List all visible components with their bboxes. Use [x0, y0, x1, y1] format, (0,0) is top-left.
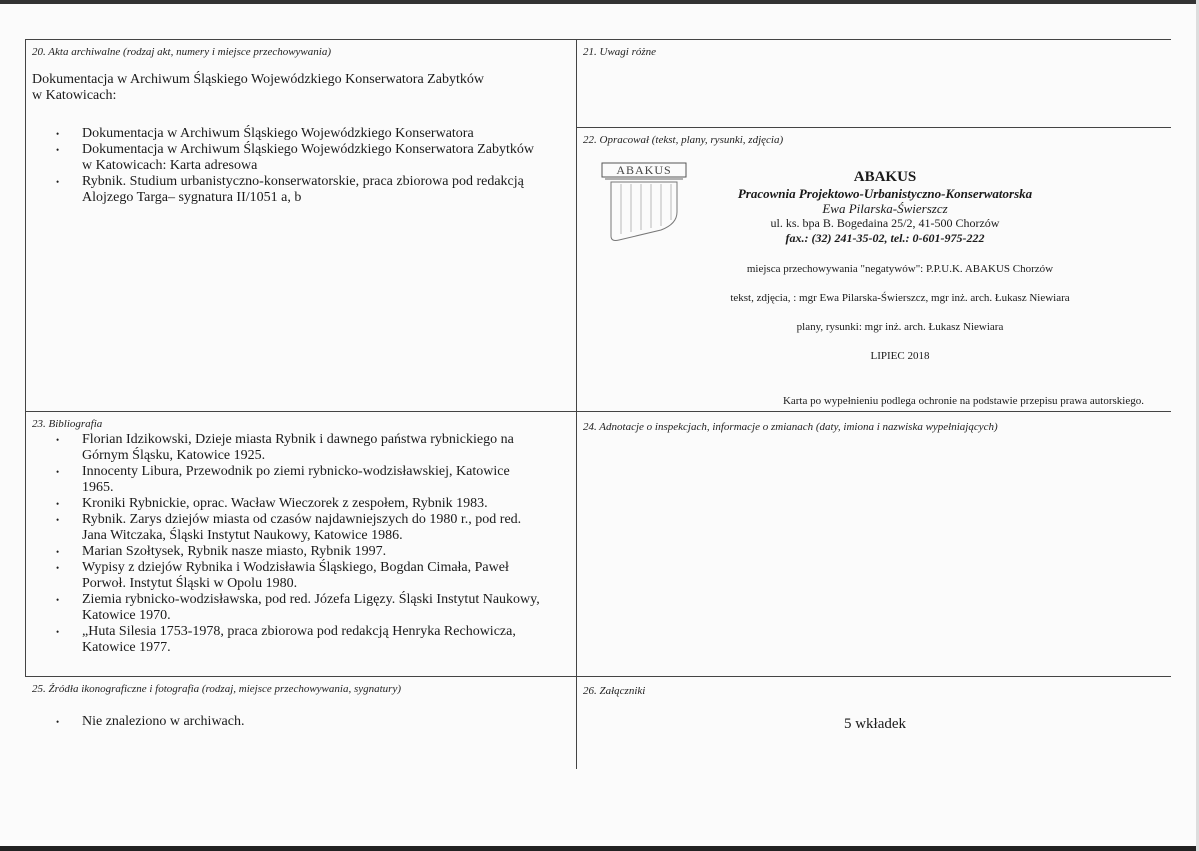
grid-line-center — [576, 39, 577, 769]
section-20-label: 20. Akta archiwalne (rodzaj akt, numery i miejsce przechowywania) — [32, 46, 331, 58]
section-bibliography — [32, 417, 572, 673]
date-line: LIPIEC 2018 — [870, 350, 930, 362]
grid-line-mid — [25, 411, 1171, 412]
grid-line-21-22 — [577, 127, 1171, 128]
section-20-intro-line2: w Katowicach: — [32, 88, 117, 103]
abakus-logo — [601, 162, 687, 246]
list-item: • Florian Idzikowski, Dzieje miasta Rybnik i dawnego państwa rybnickiego na Górnym Śląsku, Katowice 1925. — [30, 432, 572, 464]
company-contact: fax.: (32) 241-35-02, tel.: 0-601-975-222 — [785, 231, 985, 245]
plans-line: plany, rysunki: mgr inż. arch. Łukasz Niewiara — [796, 321, 1004, 333]
section-20-intro-line1: Dokumentacja w Archiwum Śląskiego Wojewódzkiego Konserwatora Zabytków — [32, 72, 484, 87]
attachments-count: 5 wkładek — [843, 716, 907, 732]
company-block — [700, 168, 1070, 246]
list-item: • Rybnik. Zarys dziejów miasta od czasów najdawniejszych do 1980 r., pod red. Jana Witczaka, Śląski Instytut Naukowy, Katowice 1986. — [30, 512, 572, 544]
section-archival-records — [32, 45, 572, 405]
section-23-label: 23. Bibliografia — [32, 418, 103, 430]
grid-line-left — [25, 39, 26, 677]
list-item: • Ziemia rybnicko-wodzisławska, pod red. Józefa Ligęzy. Śląski Instytut Naukowy, Katowice 1970. — [30, 592, 572, 624]
list-item: • Rybnik. Studium urbanistyczno-konserwatorskie, praca zbiorowa pod redakcją Alojzego Targa– sygnatura II/1051 a, b — [30, 174, 572, 206]
list-item: • Innocenty Libura, Przewodnik po ziemi rybnicko-wodzisławskiej, Katowice 1965. — [30, 464, 572, 496]
iconographic-list — [30, 714, 572, 730]
company-name: ABAKUS — [853, 169, 917, 185]
negatives-location: miejsca przechowywania "negatywów": P.P.U.K. ABAKUS Chorzów — [746, 263, 1054, 275]
section-22-label: 22. Opracował (tekst, plany, rysunki, zdjęcia) — [583, 134, 784, 146]
bibliography-list — [30, 432, 572, 656]
list-item: • Nie znaleziono w archiwach. — [30, 714, 572, 730]
section-25-label: 25. Źródła ikonograficzne i fotografia (rodzaj, miejsce przechowywania, sygnatury) — [32, 683, 401, 695]
list-item: • Marian Szołtysek, Rybnik nasze miasto, Rybnik 1997. — [30, 544, 572, 560]
section-inspection-notes — [583, 420, 1163, 670]
svg-text:ABAKUS: ABAKUS — [616, 163, 672, 177]
scan-edge-bottom — [0, 846, 1199, 851]
list-item: • „Huta Silesia 1753-1978, praca zbiorowa pod redakcją Henryka Rechowicza, Katowice 1977. — [30, 624, 572, 656]
section-iconographic-sources — [32, 682, 572, 772]
section-21-label: 21. Uwagi różne — [583, 46, 657, 58]
company-owner: Ewa Pilarska-Świerszcz — [822, 201, 948, 216]
scan-edge-top — [0, 0, 1199, 4]
list-item: • Dokumentacja w Archiwum Śląskiego Wojewódzkiego Konserwatora Zabytków w Katowicach: Karta adresowa — [30, 142, 572, 174]
section-20-list — [30, 126, 572, 206]
company-subtitle: Pracownia Projektowo-Urbanistyczno-Konserwatorska — [737, 186, 1033, 201]
company-address: ul. ks. bpa B. Bogedaina 25/2, 41-500 Chorzów — [770, 216, 1000, 230]
list-item: • Kroniki Rybnickie, oprac. Wacław Wieczorek z zespołem, Rybnik 1983. — [30, 496, 572, 512]
section-20-intro — [32, 72, 572, 104]
section-24-label: 24. Adnotacje o inspekcjach, informacje o zmianach (daty, imiona i nazwiska wypełniających) — [583, 421, 998, 433]
section-various-remarks — [583, 45, 1163, 123]
authors-line: tekst, zdjęcia, : mgr Ewa Pilarska-Świerszcz, mgr inż. arch. Łukasz Niewiara — [730, 292, 1070, 304]
grid-line-lower — [25, 676, 1171, 677]
section-26-label: 26. Załączniki — [583, 685, 646, 697]
copyright-note: Karta po wypełnieniu podlega ochronie na podstawie przepisu prawa autorskiego. — [782, 395, 1144, 407]
list-item: • Wypisy z dziejów Rybnika i Wodzisławia Śląskiego, Bogdan Cimała, Paweł Porwoł. Instytut Śląski w Opolu 1980. — [30, 560, 572, 592]
list-item: • Dokumentacja w Archiwum Śląskiego Wojewódzkiego Konserwatora — [30, 126, 572, 142]
grid-line-top — [25, 39, 1171, 40]
